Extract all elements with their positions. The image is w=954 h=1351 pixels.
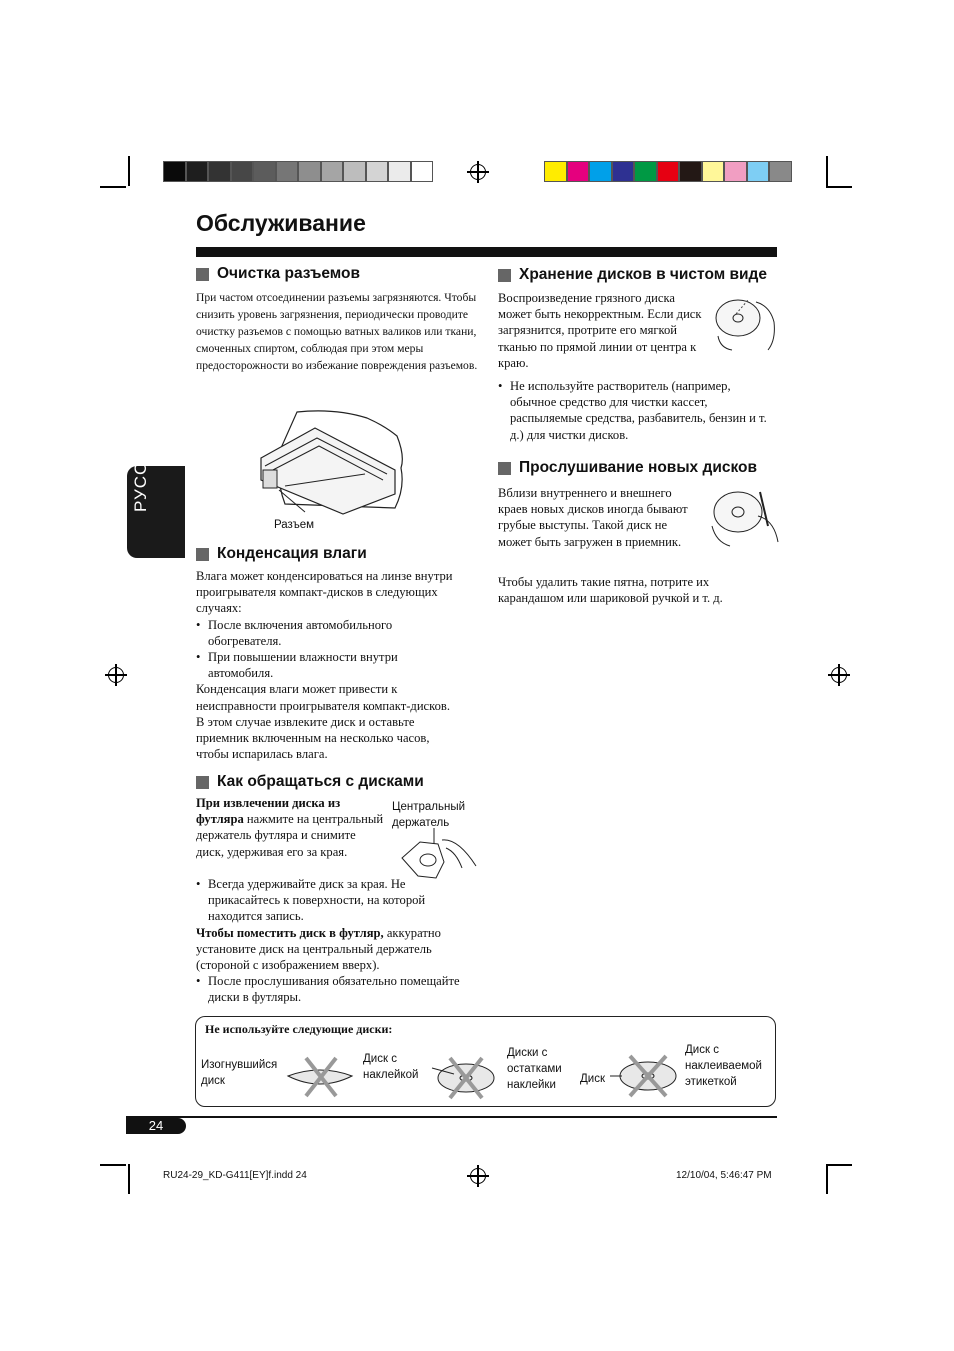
- calibration-swatch: [679, 161, 702, 182]
- calibration-swatch: [657, 161, 680, 182]
- new-discs-body-2: Чтобы удалить такие пятна, потрите их карандашом или шариковой ручкой и т. д.: [498, 575, 723, 606]
- calibration-swatch: [253, 161, 276, 182]
- new-discs-body-1: Вблизи внутреннего и внешнего краев новых дисков иногда бывают грубые выступы. Такой диск не может быть загружен в приемник.: [498, 486, 688, 549]
- crop-mark: [100, 186, 126, 188]
- residue-disc-label-1: Диски с: [507, 1047, 548, 1059]
- crop-mark: [100, 1164, 126, 1166]
- cleaning-body: При частом отсоединении разъемы загрязняются. Чтобы снизить уровень загрязнения, периодически проводите очистку разъемов с помощью ватных валиков или ткани, смоченных спиртом, соблюдая при этом меры предосторожности во избежание повреждения разъемов.: [196, 291, 478, 372]
- section-square-icon: [498, 269, 511, 282]
- adhesive-label-disc-label-1: Диск с: [685, 1044, 719, 1056]
- section-square-icon: [196, 776, 209, 789]
- registration-mark-icon: [470, 1168, 486, 1184]
- handling-para-1: [196, 795, 386, 860]
- adhesive-label-disc-label-2: наклеиваемой: [685, 1060, 762, 1072]
- calibration-swatch: [612, 161, 635, 182]
- label-disc-icon: [608, 1052, 684, 1100]
- sticker-disc-icon: [430, 1054, 500, 1100]
- residue-disc-label-3: наклейки: [507, 1079, 556, 1091]
- condensation-intro: Влага может конденсироваться на линзе внутри проигрывателя компакт-дисков в следующих случаях:: [196, 569, 453, 616]
- calibration-swatch: [366, 161, 389, 182]
- calibration-swatch: [298, 161, 321, 182]
- calibration-swatch: [544, 161, 567, 182]
- warning-title: Не используйте следующие диски:: [205, 1022, 393, 1036]
- list-item: • При повышении влажности внутри автомобиля.: [196, 649, 458, 681]
- handling-p2-bold: Чтобы поместить диск в футляр,: [196, 925, 384, 940]
- cleaning-heading: [196, 265, 360, 283]
- handling-heading-text: Как обращаться с дисками: [217, 773, 424, 790]
- center-holder-label-1: Центральный: [392, 801, 466, 813]
- crop-mark: [826, 1164, 852, 1166]
- page-number: 24: [126, 1118, 186, 1134]
- handling-body: [196, 876, 466, 1006]
- calibration-swatch: [343, 161, 366, 182]
- label-disc-label-1: Диск: [580, 1073, 605, 1085]
- registration-mark-icon: [108, 667, 124, 683]
- warped-disc-icon: [284, 1052, 356, 1102]
- section-square-icon: [196, 268, 209, 281]
- bottom-rule: [126, 1116, 777, 1118]
- connector-illustration: [255, 408, 410, 528]
- calibration-swatch: [388, 161, 411, 182]
- disc-wiping-illustration: [710, 292, 778, 354]
- storage-list-wrap: [498, 378, 773, 443]
- condensation-body: [196, 568, 458, 762]
- crop-mark: [128, 1164, 130, 1194]
- new-discs-heading-text: Прослушивание новых дисков: [519, 459, 758, 476]
- handling-p2-rest: аккуратно установите диск на центральный держатель (стороной с изображением вверх).: [196, 925, 441, 973]
- calibration-swatch: [411, 161, 434, 182]
- calibration-swatch: [634, 161, 657, 182]
- condensation-heading-text: Конденсация влаги: [217, 545, 367, 562]
- page-title: Обслуживание: [196, 210, 366, 236]
- language-tab-label: РУССКИЙ: [131, 424, 150, 512]
- calibration-swatch: [208, 161, 231, 182]
- sticker-disc-label-2: наклейкой: [363, 1069, 419, 1081]
- title-rule: [196, 247, 777, 257]
- storage-heading-text: Хранение дисков в чистом виде: [519, 266, 767, 283]
- storage-heading: [498, 266, 767, 284]
- sticker-disc-label-1: Диск с: [363, 1053, 397, 1065]
- residue-disc-label-2: остатками: [507, 1063, 562, 1075]
- condensation-heading: [196, 545, 367, 563]
- list-item: • После включения автомобильного обогревателя.: [196, 617, 458, 649]
- handling-list-2: [196, 973, 466, 1005]
- handling-p1-bold: При извлечении диска из футляра: [196, 796, 341, 827]
- handling-heading: [196, 773, 424, 791]
- center-holder-label-2: держатель: [392, 817, 450, 829]
- crop-mark: [826, 186, 852, 188]
- disc-pencil-illustration: [708, 486, 780, 550]
- calibration-swatch: [321, 161, 344, 182]
- calibration-swatch: [589, 161, 612, 182]
- storage-list: [498, 378, 773, 443]
- crop-mark: [826, 1164, 828, 1194]
- handling-list-1: [196, 876, 466, 925]
- handling-para-2: [196, 925, 466, 974]
- language-tab: [127, 424, 185, 558]
- registration-mark-icon: [831, 667, 847, 683]
- calibration-swatch: [769, 161, 792, 182]
- crop-mark: [826, 156, 828, 186]
- calibration-swatch: [702, 161, 725, 182]
- handling-p1-rest: нажмите на центральный держатель футляра и снимите диск, удерживая его за края.: [196, 812, 384, 859]
- storage-body: Воспроизведение грязного диска может быть некорректным. Если диск загрязнится, протрите его мягкой тканью по прямой линии от центра к краю.: [498, 291, 702, 370]
- crop-mark: [128, 156, 130, 186]
- condensation-list: [196, 617, 458, 682]
- calibration-swatch: [163, 161, 186, 182]
- cleaning-heading-text: Очистка разъемов: [217, 265, 361, 282]
- footer-file: RU24-29_KD-G411[EY]f.indd 24: [163, 1170, 307, 1181]
- adhesive-label-disc-label-3: этикеткой: [685, 1076, 737, 1088]
- section-square-icon: [196, 548, 209, 561]
- calibration-swatch: [276, 161, 299, 182]
- list-item: • Не используйте растворитель (например, обычное средство для чистки кассет, распыляемые средства, разбавитель, бензин и т. д.) для чистки дисков.: [498, 378, 773, 443]
- calibration-swatch: [747, 161, 770, 182]
- calibration-swatch: [186, 161, 209, 182]
- warped-disc-label-1: Изогнувшийся: [201, 1059, 278, 1071]
- registration-mark-icon: [470, 164, 486, 180]
- calibration-swatch: [724, 161, 747, 182]
- list-item: • После прослушивания обязательно помещайте диски в футляры.: [196, 973, 466, 1005]
- warped-disc-label-2: диск: [201, 1075, 225, 1087]
- calibration-swatch: [231, 161, 254, 182]
- calibration-swatch: [567, 161, 590, 182]
- condensation-outro: Конденсация влаги может привести к неисправности проигрывателя компакт-дисков. В этом случае извлеките диск и оставьте приемник включенным на несколько часов, чтобы испарилась влага.: [196, 682, 451, 762]
- connector-label: Разъем: [274, 519, 315, 531]
- footer-timestamp: 12/10/04, 5:46:47 PM: [676, 1170, 772, 1181]
- new-discs-heading: [498, 459, 757, 477]
- section-square-icon: [498, 462, 511, 475]
- list-item: • Всегда удерживайте диск за края. Не прикасайтесь к поверхности, на которой находится запись.: [196, 876, 466, 925]
